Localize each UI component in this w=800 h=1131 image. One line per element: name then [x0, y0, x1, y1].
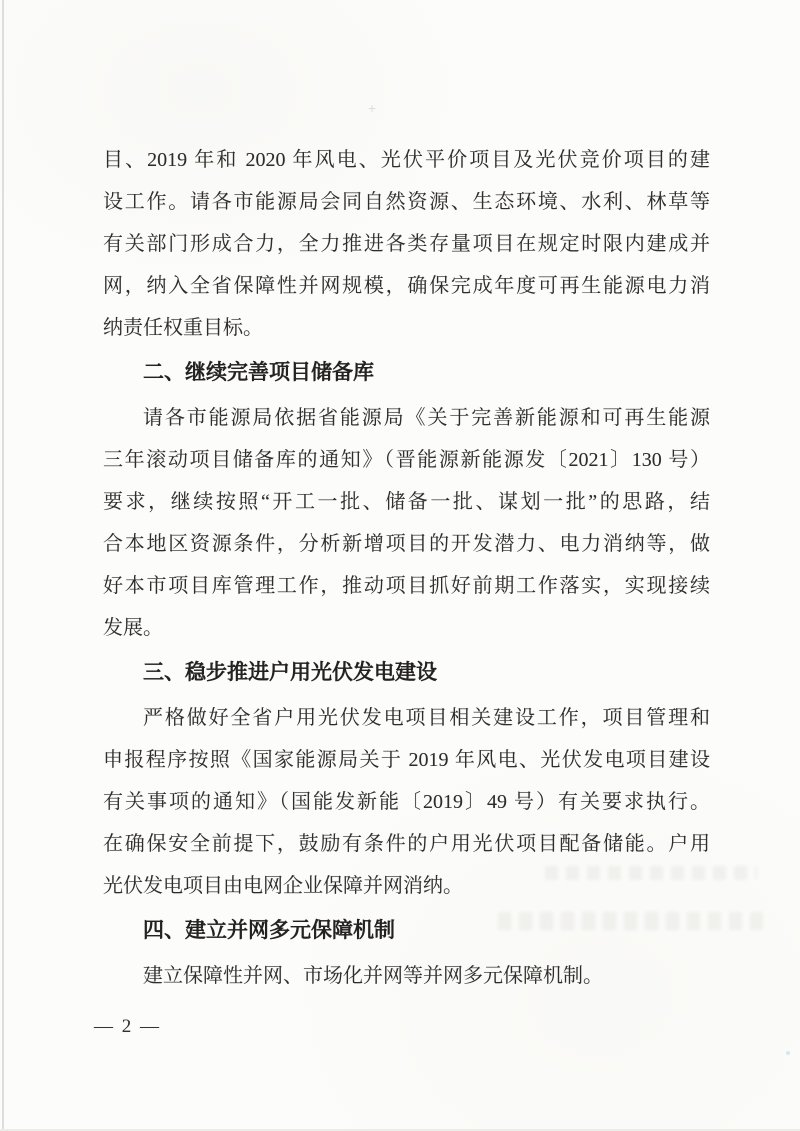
paragraph-continued: [103, 139, 710, 349]
text-line: 在确保安全前提下，鼓励有条件的户用光伏项目配备储能。户用: [103, 833, 710, 855]
document-body: [103, 139, 710, 997]
page-number: — 2 —: [94, 1016, 161, 1037]
text-line: 有关事项的通知》（国能发新能〔2019〕49 号）有关要求执行。: [103, 791, 710, 813]
text-line: 网，纳入全省保障性并网规模，确保完成年度可再生能源电力消: [103, 275, 710, 297]
section-heading-3: 三、稳步推进户用光伏发电建设: [143, 661, 437, 684]
text-line: 申报程序按照《国家能源局关于 2019 年风电、光伏发电项目建设: [103, 749, 710, 771]
text-line: 合本地区资源条件，分析新增项目的开发潜力、电力消纳等，做: [103, 533, 710, 555]
scan-speck-mark: +: [368, 100, 377, 116]
text-line: 纳责任权重目标。: [103, 317, 263, 339]
section-heading-4: 四、建立并网多元保障机制: [143, 919, 395, 942]
text-line: 建立保障性并网、市场化并网等并网多元保障机制。: [143, 965, 603, 987]
text-line: 设工作。请各市能源局会同自然资源、生态环境、水利、林草等: [103, 191, 710, 213]
text-line: 好本市项目库管理工作，推动项目抓好前期工作落实，实现接续: [103, 575, 710, 597]
scan-color-speck: [786, 1051, 790, 1055]
text-line: 三年滚动项目储备库的通知》（晋能源新能源发〔2021〕130 号）: [103, 449, 710, 471]
paragraph: [103, 397, 710, 649]
section-heading-2: 二、继续完善项目储备库: [143, 361, 374, 384]
text-line: 要求，继续按照“开工一批、储备一批、谋划一批”的思路，结: [103, 491, 710, 513]
text-line: 目、2019 年和 2020 年风电、光伏平价项目及光伏竞价项目的建: [103, 149, 710, 171]
text-line: 请各市能源局依据省能源局《关于完善新能源和可再生能源: [143, 407, 710, 429]
paragraph: [103, 697, 710, 907]
scan-edge-artifact: [2, 0, 4, 1131]
text-line: 严格做好全省户用光伏发电项目相关建设工作，项目管理和: [143, 707, 710, 729]
text-line: 有关部门形成合力，全力推进各类存量项目在规定时限内建成并: [103, 233, 710, 255]
text-line: 发展。: [103, 617, 163, 639]
paragraph: [103, 955, 710, 997]
text-line: 光伏发电项目由电网企业保障并网消纳。: [103, 875, 463, 897]
